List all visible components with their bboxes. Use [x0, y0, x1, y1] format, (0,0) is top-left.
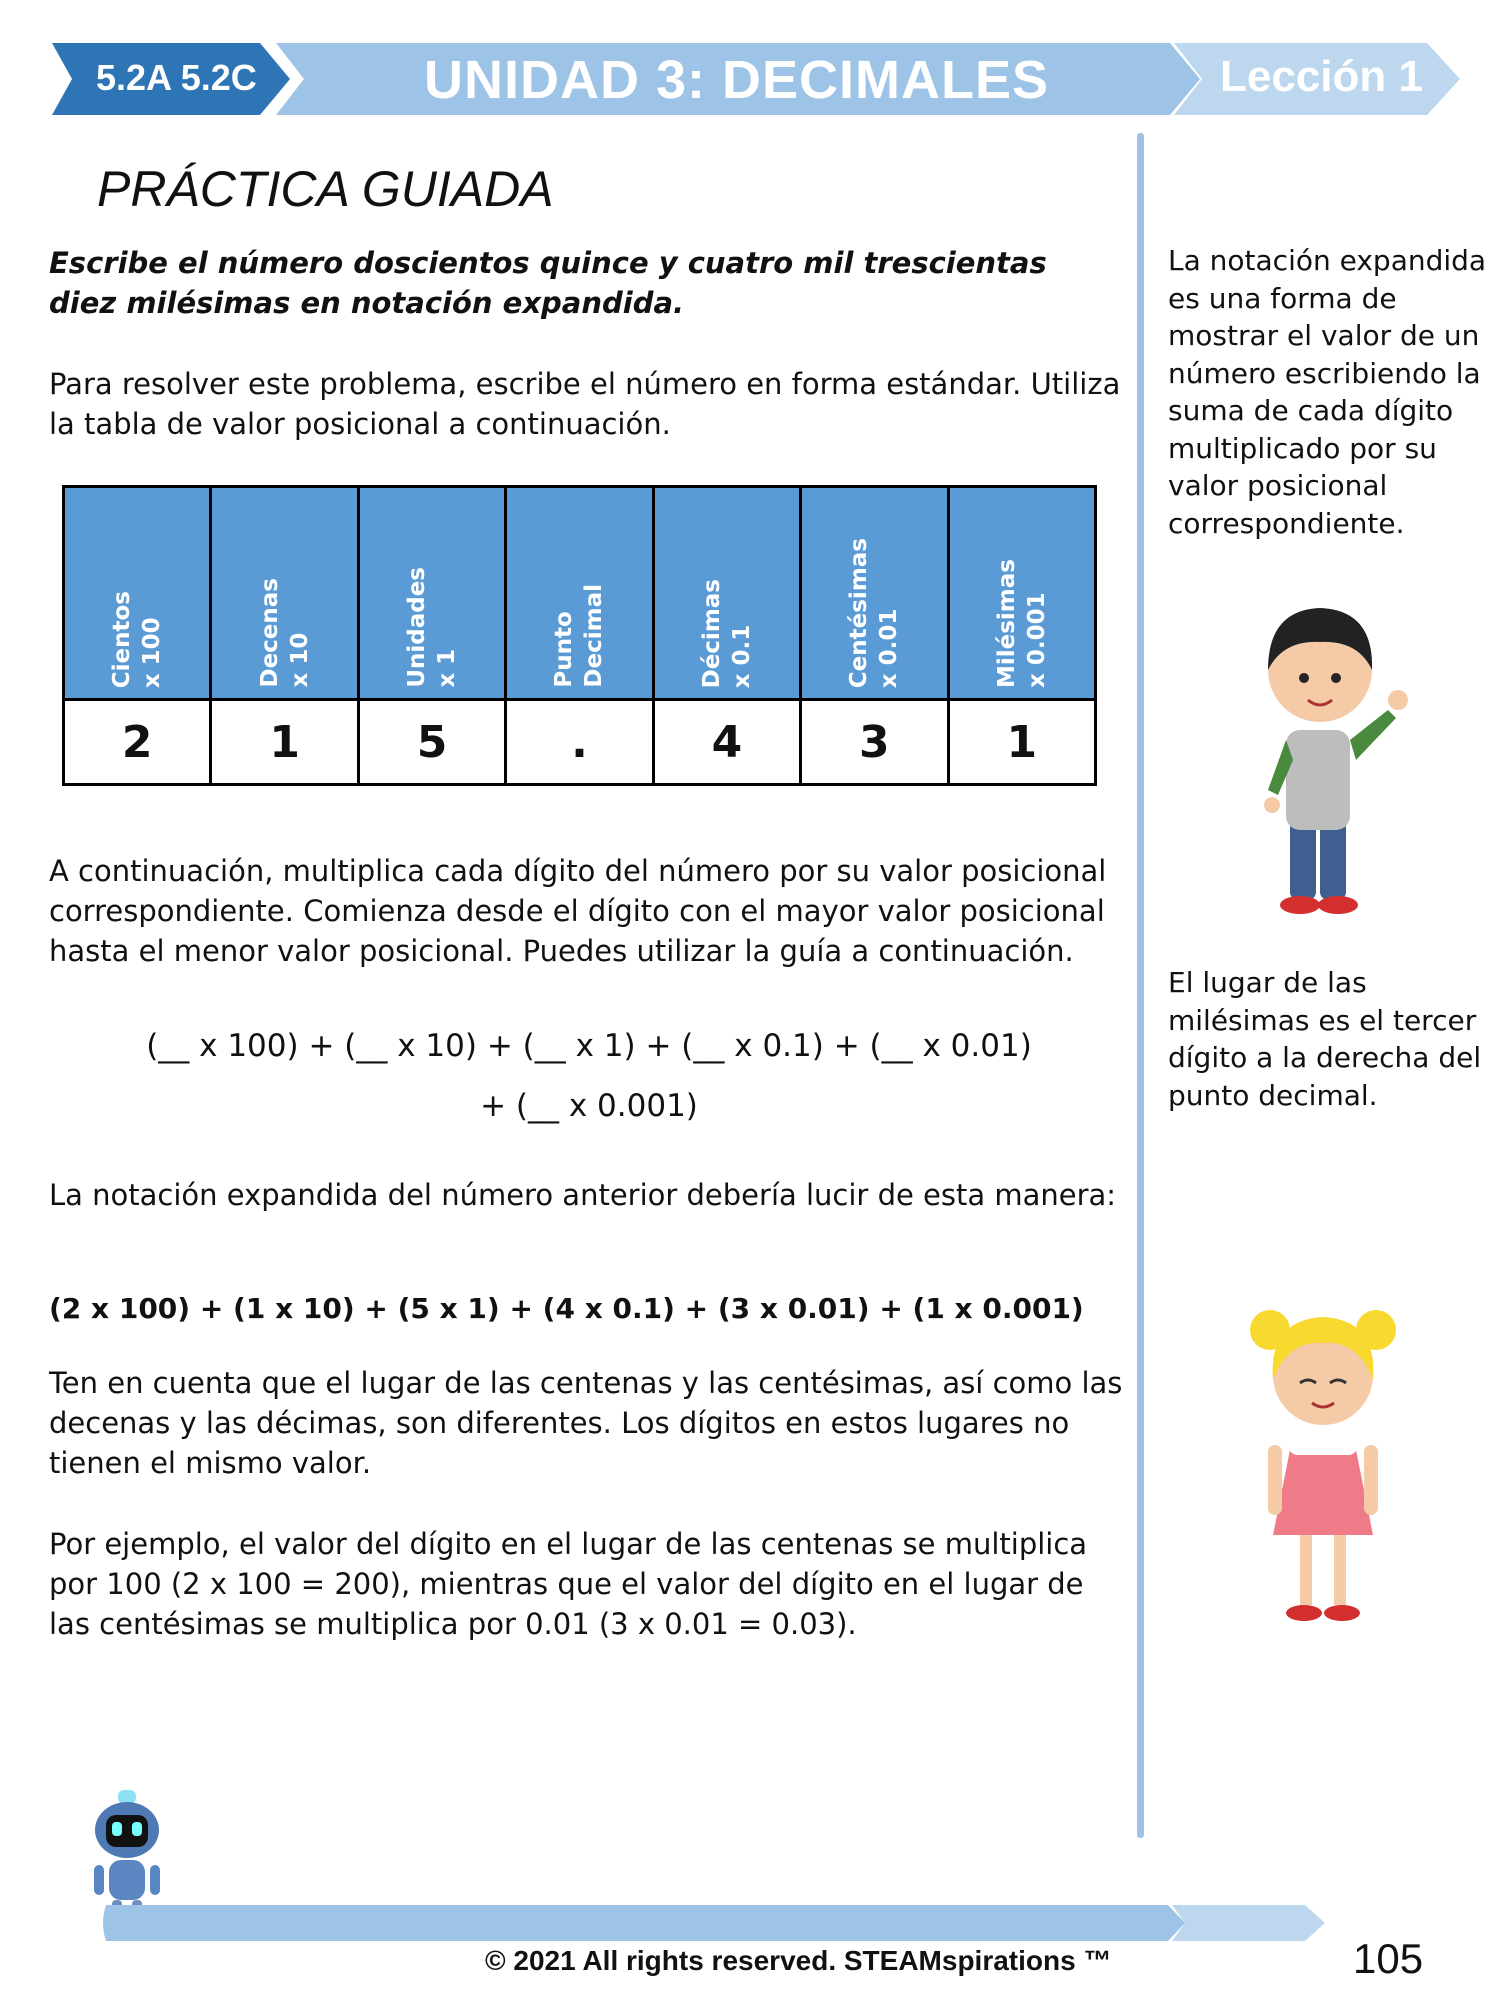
place-value-table — [62, 485, 1097, 786]
copyright-text: © 2021 All rights reserved. STEAMspirations ™ — [485, 1945, 1112, 1976]
table-value-row — [64, 700, 1096, 785]
lesson-label: Lección 1 — [1220, 52, 1423, 101]
guide-formula-line2: + (__ x 0.001) — [480, 1088, 698, 1124]
note-text: Ten en cuenta que el lugar de las centenas y las centésimas, así como las decenas y las décimas, son diferentes. Los dígitos en estos lugares no tienen el mismo valor. — [49, 1366, 1123, 1480]
expanded-answer: (2 x 100) + (1 x 10) + (5 x 1) + (4 x 0.1) + (3 x 0.01) + (1 x 0.001) — [49, 1292, 1084, 1325]
header-label: Punto — [551, 611, 578, 688]
section-title: PRÁCTICA GUIADA — [97, 161, 554, 217]
boy-illustration — [1238, 590, 1428, 925]
sidebar-tip-expanded: La notación expandida es una forma de mostrar el valor de un número escribiendo la suma de cada dígito multiplicado por su valor posicional correspondiente. — [1168, 244, 1487, 540]
page-number: 105 — [1353, 1935, 1424, 1982]
unit-title: UNIDAD 3: DECIMALES — [424, 50, 1050, 110]
guide-formula-line1: (__ x 100) + (__ x 10) + (__ x 1) + (__ x 0.1) + (__ x 0.01) — [146, 1028, 1032, 1064]
header-label: Cientos — [109, 590, 136, 688]
header-unidades — [358, 487, 505, 700]
header-label: Decenas — [256, 578, 283, 688]
value-cell: 3 — [801, 700, 948, 785]
intro-text: Para resolver este problema, escribe el número en forma estándar. Utiliza la tabla de valor posicional a continuación. — [49, 367, 1121, 441]
sidebar-divider — [1137, 133, 1144, 1838]
question-text: Escribe el número doscientos quince y cuatro mil trescientas diez milésimas en notación expandida. — [49, 246, 1047, 320]
value-cell: 1 — [211, 700, 358, 785]
value-cell: 5 — [358, 700, 505, 785]
header-decenas — [211, 487, 358, 700]
header-label: Centésimas — [846, 537, 873, 688]
example-text: Por ejemplo, el valor del dígito en el lugar de las centenas se multiplica por 100 (2 x 100 = 200), mientras que el valor del dígito en el lugar de las centésimas se multiplica por 0.01 (3 x 0.01 = 0.03). — [49, 1527, 1088, 1641]
footer-bar — [100, 1905, 1325, 1941]
value-cell: 1 — [948, 700, 1095, 785]
header-multiplier: x 0.1 — [728, 624, 755, 688]
header-cientos — [64, 487, 211, 700]
header-decimas — [653, 487, 800, 700]
header-label: Milésimas — [993, 558, 1020, 688]
header-multiplier: x 1 — [434, 649, 461, 688]
header-punto-decimal — [506, 487, 653, 700]
header-multiplier: x 10 — [286, 633, 313, 688]
girl-illustration — [1238, 1295, 1408, 1630]
header-milesimas — [948, 487, 1095, 700]
value-cell: 2 — [64, 700, 211, 785]
sidebar-tip-thousandths: El lugar de las milésimas es el tercer dígito a la derecha del punto decimal. — [1168, 966, 1482, 1112]
standards-label: 5.2A 5.2C — [96, 57, 257, 98]
result-intro-text: La notación expandida del número anterior debería lucir de esta manera: — [49, 1178, 1117, 1212]
header-label: Unidades — [404, 567, 431, 688]
header-multiplier: x 0.01 — [876, 608, 903, 688]
header-multiplier: x 0.001 — [1023, 592, 1050, 688]
value-cell: . — [506, 700, 653, 785]
value-cell: 4 — [653, 700, 800, 785]
unit-banner — [52, 43, 1462, 115]
header-centesimas — [801, 487, 948, 700]
header-label: Décimas — [698, 578, 725, 688]
header-label: Decimal — [581, 584, 608, 688]
header-multiplier: x 100 — [139, 617, 166, 688]
step2-text: A continuación, multiplica cada dígito del número por su valor posicional correspondiente. Comienza desde el dígito con el mayor valor posicional hasta el menor valor posicional. Puedes utilizar la guía a continuación. — [49, 854, 1107, 968]
table-header-row — [64, 487, 1096, 700]
